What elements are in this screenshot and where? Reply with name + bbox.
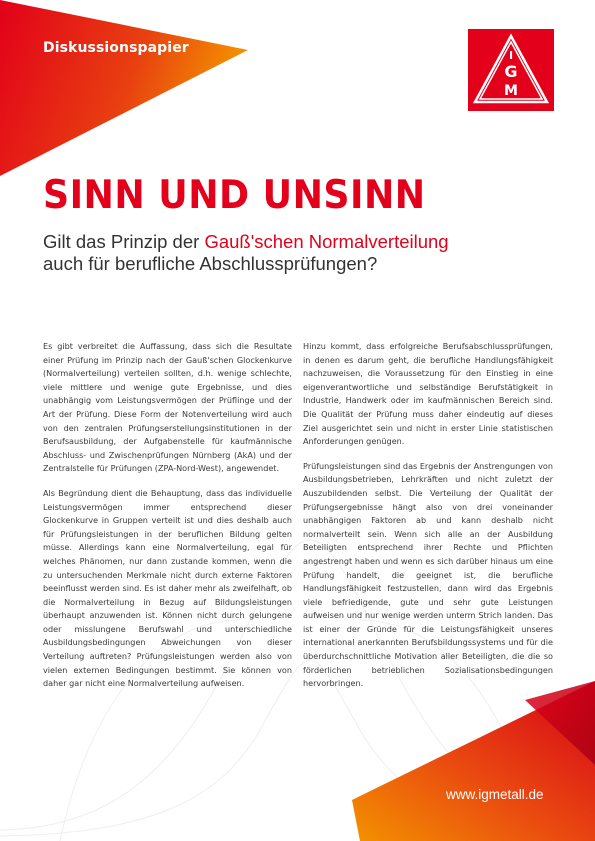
subtitle-prefix: Gilt das Prinzip der — [43, 231, 205, 252]
document-title: SINN UND UNSINN — [43, 173, 426, 218]
paragraph: Es gibt verbreitet die Auffassung, dass sich die Resultate einer Prüfung im Prinzip nach der Gauß'schen Glockenkurve (Normalverteilung) verteilen sollten, d.h. wenige schlechte, viele mittlere und wenige gute Ergebnisse, und dies unabhängig vom Leistungsvermögen der Prüflinge und der Art der Prüfung. Diese Form der Notenverteilung wird auch von den zentralen Prüfungserstellungsinstitutionen in der Berufsausbildung, der Aufgabenstelle für kaufmännische Abschluss- und Zwischenprüfungen Nürnberg (AkA) und der Zentralstelle für Prüfungen (ZPA-Nord-West), angewendet. — [43, 341, 292, 474]
ig-metall-logo-icon — [468, 29, 554, 111]
subtitle-accent: Gauß'schen Normalverteilung — [204, 231, 449, 252]
subtitle-line2: auch für berufliche Abschlussprüfungen? — [43, 253, 378, 274]
paragraph: Als Begründung dient die Behauptung, dass das individuelle Leistungsvermögen immer entsprechend dieser Glockenkurve in Gruppen verteilt ist und dies deshalb auch für Prüfungsleistungen in der beruflichen Bildung gelten müsse. Allerdings kann eine Normalverteilung, egal für welches Phänomen, nur dann zustande kommen, wenn die zu untersuchenden Merkmale nicht durch externe Faktoren beeinflusst werden sind. Es ist daher mehr als zweifelhaft, ob die Normalverteilung in Bezug auf Bildungsleistungen überhaupt anzuwenden ist. Können nicht durch gelungene oder misslungene Berufswahl und unterschiedliche Ausbildungsbedingungen Abweichungen von dieser Verteilung auftreten? Prüfungsleistungen werden also von vielen externen Bedingungen bestimmt. Sie können von daher gar nicht eine Normalverteilung aufweisen. — [43, 487, 292, 689]
paragraph: Prüfungsleistungen sind das Ergebnis der Anstrengungen von Ausbildungsbetrieben, Lehrkräften und nicht zuletzt der Auszubildenden selbst. Die Verteilung der Qualität der Prüfungsergebnisse hängt also von drei voneinander unabhängigen Faktoren ab und kann deshalb nicht normalverteilt sein. Wenn sich alle an der Ausbildung Beteiligten entsprechend ihrer Rechte und Pflichten angestrengt haben und wenn es sich darüber hinaus um eine Prüfung handelt, die geeignet ist, die berufliche Handlungsfähigkeit festzustellen, dann wird das Ergebnis viele befriedigende, gute und sehr gute Leistungen aufweisen und nur wenige werden unterm Strich landen. Das ist einer der Gründe für die Leistungsfähigkeit unseres international anerkannten Berufsbildungssystems und für die überdurchschnittliche Motivation aller Beteiligten, die die so förderlichen betrieblichen Sozialisationsbedingungen hervorbringen. — [303, 460, 553, 689]
document-subtitle — [43, 231, 563, 275]
body-column-left — [43, 340, 292, 702]
document-type-label: Diskussionspapier — [43, 40, 189, 56]
svg-text:I: I — [508, 49, 514, 62]
header-banner-shape — [0, 0, 248, 176]
website-url: www.igmetall.de — [446, 787, 544, 802]
svg-text:G: G — [504, 62, 518, 81]
svg-text:M: M — [504, 83, 518, 99]
body-column-right — [303, 340, 553, 702]
paragraph: Hinzu kommt, dass erfolgreiche Berufsabschlussprüfungen, in denen es darum geht, die berufliche Handlungsfähigkeit nachzuweisen, die Voraussetzung für den Einstieg in eine eigenverantwortliche und selbständige Berufstätigkeit in Industrie, Handwerk oder im kaufmännischen Bereich sind. Die Qualität der Prüfung muss daher eindeutig auf dieses Ziel ausgerichtet sein und nicht in erster Linie statistischen Anforderungen genügen. — [303, 341, 553, 447]
